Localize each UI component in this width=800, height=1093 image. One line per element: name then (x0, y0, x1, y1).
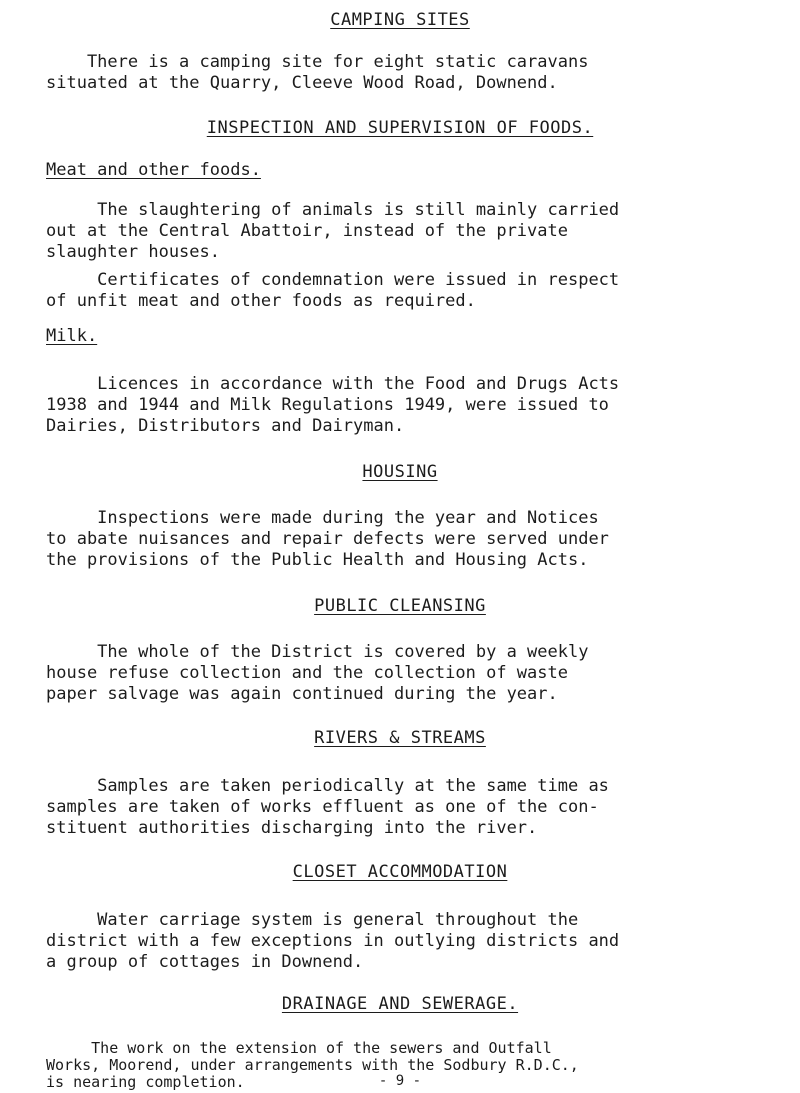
paragraph-meat-slaughtering: The slaughtering of animals is still mainly carried out at the Central Abattoir, instead of the private slaughter houses. (46, 200, 620, 262)
heading-rivers-streams: RIVERS & STREAMS (314, 728, 486, 748)
heading-public-cleansing: PUBLIC CLEANSING (314, 596, 486, 616)
paragraph-closet: Water carriage system is general throughout the district with a few exceptions in outlying districts and a group of cottages in Downend. (46, 910, 620, 972)
paragraph-public-cleansing: The whole of the District is covered by a weekly house refuse collection and the collection of waste paper salvage was again continued during the year. (46, 642, 589, 704)
page-number: - 9 - (378, 1073, 422, 1089)
heading-housing: HOUSING (362, 462, 438, 482)
heading-closet-accommodation: CLOSET ACCOMMODATION (292, 862, 508, 882)
paragraph-housing: Inspections were made during the year and Notices to abate nuisances and repair defects were served under the provisions of the Public Health and Housing Acts. (46, 508, 609, 570)
heading-drainage-sewerage: DRAINAGE AND SEWERAGE. (281, 994, 519, 1014)
paragraph-milk-licences: Licences in accordance with the Food and Drugs Acts 1938 and 1944 and Milk Regulations 1949, were issued to Dairies, Distributors and Dairyman. (46, 374, 620, 436)
subheading-milk: Milk. (46, 326, 98, 346)
paragraph-camping: There is a camping site for eight static caravans situated at the Quarry, Cleeve Wood Road, Downend. (46, 52, 589, 93)
subheading-meat: Meat and other foods. (46, 160, 261, 180)
paragraph-meat-certificates: Certificates of condemnation were issued in respect of unfit meat and other foods as required. (46, 270, 620, 311)
heading-camping-sites: CAMPING SITES (330, 10, 470, 30)
paragraph-drainage-extension: The work on the extension of the sewers and Outfall Works, Moorend, under arrangements with the Sodbury R.D.C., is nearing completion. (46, 1039, 579, 1091)
heading-inspection-supervision-foods: INSPECTION AND SUPERVISION OF FOODS. (206, 118, 594, 138)
paragraph-rivers: Samples are taken periodically at the same time as samples are taken of works effluent as one of the con- stituent authorities discharging into the river. (46, 776, 609, 838)
